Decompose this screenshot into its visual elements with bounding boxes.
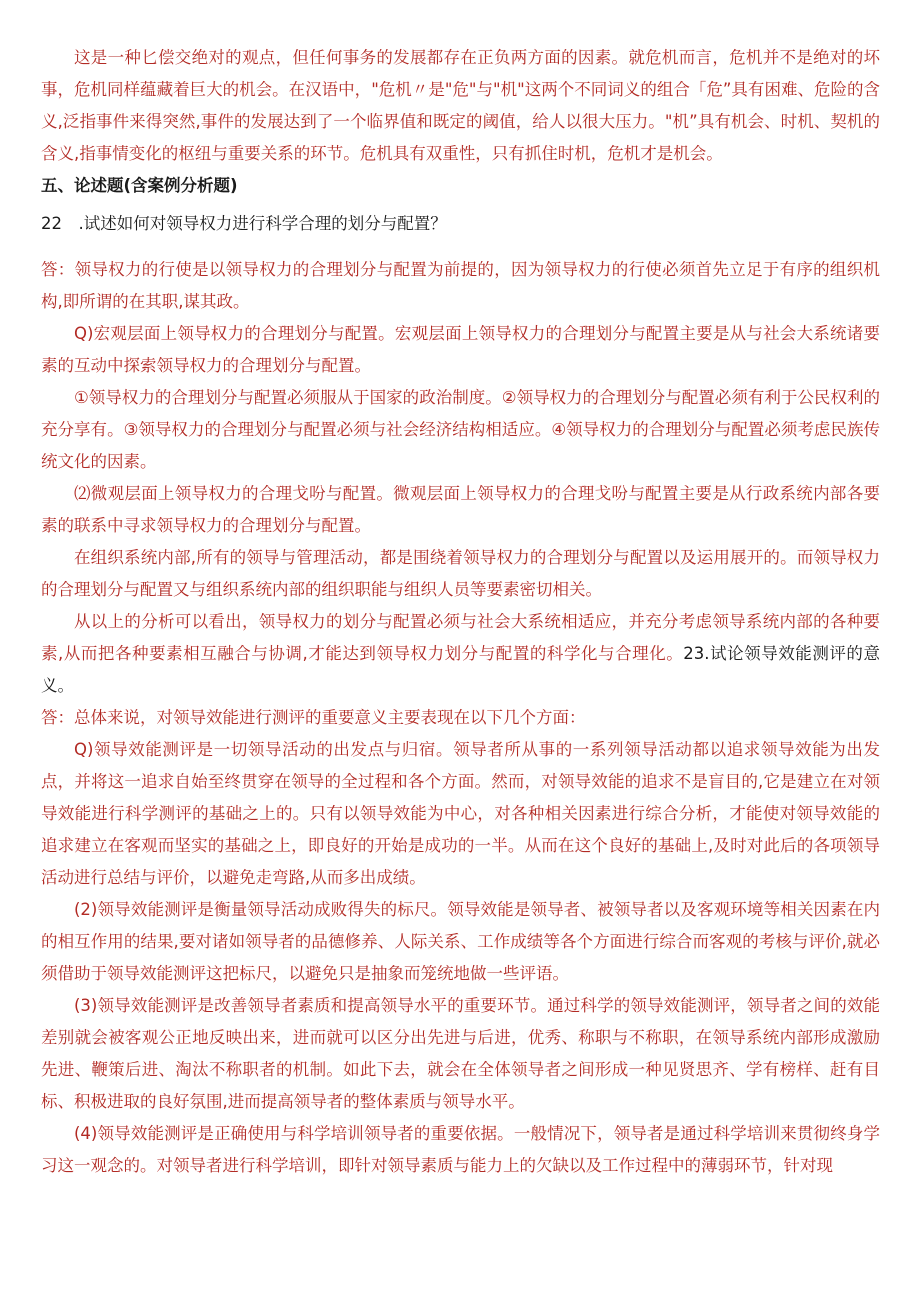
answer-22-point-1: Q)宏观层面上领导权力的合理划分与配置。宏观层面上领导权力的合理划分与配置主要是从与社会大系统诸要素的互动中探索领导权力的合理划分与配置。: [41, 324, 880, 375]
answer-22-point-2: ⑵微观层面上领导权力的合理戈吩与配置。微观层面上领导权力的合理戈吩与配置主要是从行政系统内部各要素的联系中寻求领导权力的合理划分与配置。: [41, 484, 880, 535]
answer-22-intro: 答：领导权力的行使是以领导权力的合理划分与配置为前提的，因为领导权力的行使必须首先立足于有序的组织机构,即所谓的在其职,谋其政。: [41, 260, 880, 311]
answer-22-conclusion: [41, 606, 880, 702]
answer-22-conclusion-text: 从以上的分析可以看出，领导权力的划分与配置必须与社会大系统相适应，并充分考虑领导系统内部的各种要素,从而把各种要素相互融合与协调,才能达到领导权力划分与配置的科学化与合理化。: [41, 612, 880, 663]
answer-23-point-2: (2)领导效能测评是衡量领导活动成败得失的标尺。领导效能是领导者、被领导者以及客观环境等相关因素在内的相互作用的结果,要对诸如领导者的品德修养、人际关系、工作成绩等各个方面进行综合而客观的考核与评价,就必须借助于领导效能测评这把标尺，以避免只是抽象而笼统地做一些评语。: [41, 900, 880, 983]
answer-23-point-1: Q)领导效能测评是一切领导活动的出发点与归宿。领导者所从事的一系列领导活动都以追求领导效能为出发点，并将这一追求自始至终贯穿在领导的全过程和各个方面。然而，对领导效能的追求不是盲目的,它是建立在对领导效能进行科学测评的基础之上的。只有以领导效能为中心，对各种相关因素进行综合分析，才能使对领导效能的追求建立在客观而坚实的基础之上，即良好的开始是成功的一半。从而在这个良好的基础上,及时对此后的各项领导活动进行总结与评价，以避免走弯路,从而多出成绩。: [41, 740, 880, 887]
answer-22-point-1-sub: ①领导权力的合理划分与配置必须服从于国家的政治制度。②领导权力的合理划分与配置必须有利于公民权利的充分享有。③领导权力的合理划分与配置必须与社会经济结构相适应。④领导权力的合理划分与配置必须考虑民族传统文化的因素。: [41, 388, 880, 471]
question-23: 23.试论领导效能测评的意义。: [41, 644, 880, 695]
intro-paragraph: 这是一种匕偿交绝对的观点，但任何事务的发展都存在正负两方面的因素。就危机而言，危机并不是绝对的坏事，危机同样蕴藏着巨大的机会。在汉语中，"危机〃是"危"与"机"这两个不同词义的组合「危”具有困难、危险的含义,泛指事件来得突然,事件的发展达到了一个临界值和既定的阈值，给人以很大压力。"机”具有机会、时机、契机的含义,指事情变化的枢纽与重要关系的环节。危机具有双重性，只有抓住时机，危机才是机会。: [41, 48, 880, 163]
answer-23-point-3: (3)领导效能测评是改善领导者素质和提高领导水平的重要环节。通过科学的领导效能测评，领导者之间的效能差别就会被客观公正地反映出来，进而就可以区分出先进与后进，优秀、称职与不称职，在领导系统内部形成激励先进、鞭策后进、淘汰不称职者的机制。如此下去，就会在全体领导者之间形成一种见贤思齐、学有榜样、赶有目标、积极进取的良好氛围,进而提高领导者的整体素质与领导水平。: [41, 996, 880, 1111]
question-22: 22 .试述如何对领导权力进行科学合理的划分与配置？: [41, 214, 447, 233]
section-heading: 五、论述题(含案例分析题): [41, 176, 238, 195]
answer-22-point-2-detail: 在组织系统内部,所有的领导与管理活动，都是围绕着领导权力的合理划分与配置以及运用展开的。而领导权力的合理划分与配置又与组织系统内部的组织职能与组织人员等要素密切相关。: [41, 548, 880, 599]
answer-23-intro: 答：总体来说，对领导效能进行测评的重要意义主要表现在以下几个方面：: [41, 708, 586, 727]
answer-23-point-4: (4)领导效能测评是正确使用与科学培训领导者的重要依据。一般情况下，领导者是通过科学培训来贯彻终身学习这一观念的。对领导者进行科学培训，即针对领导素质与能力上的欠缺以及工作过程中的薄弱环节，针对现: [41, 1124, 880, 1175]
